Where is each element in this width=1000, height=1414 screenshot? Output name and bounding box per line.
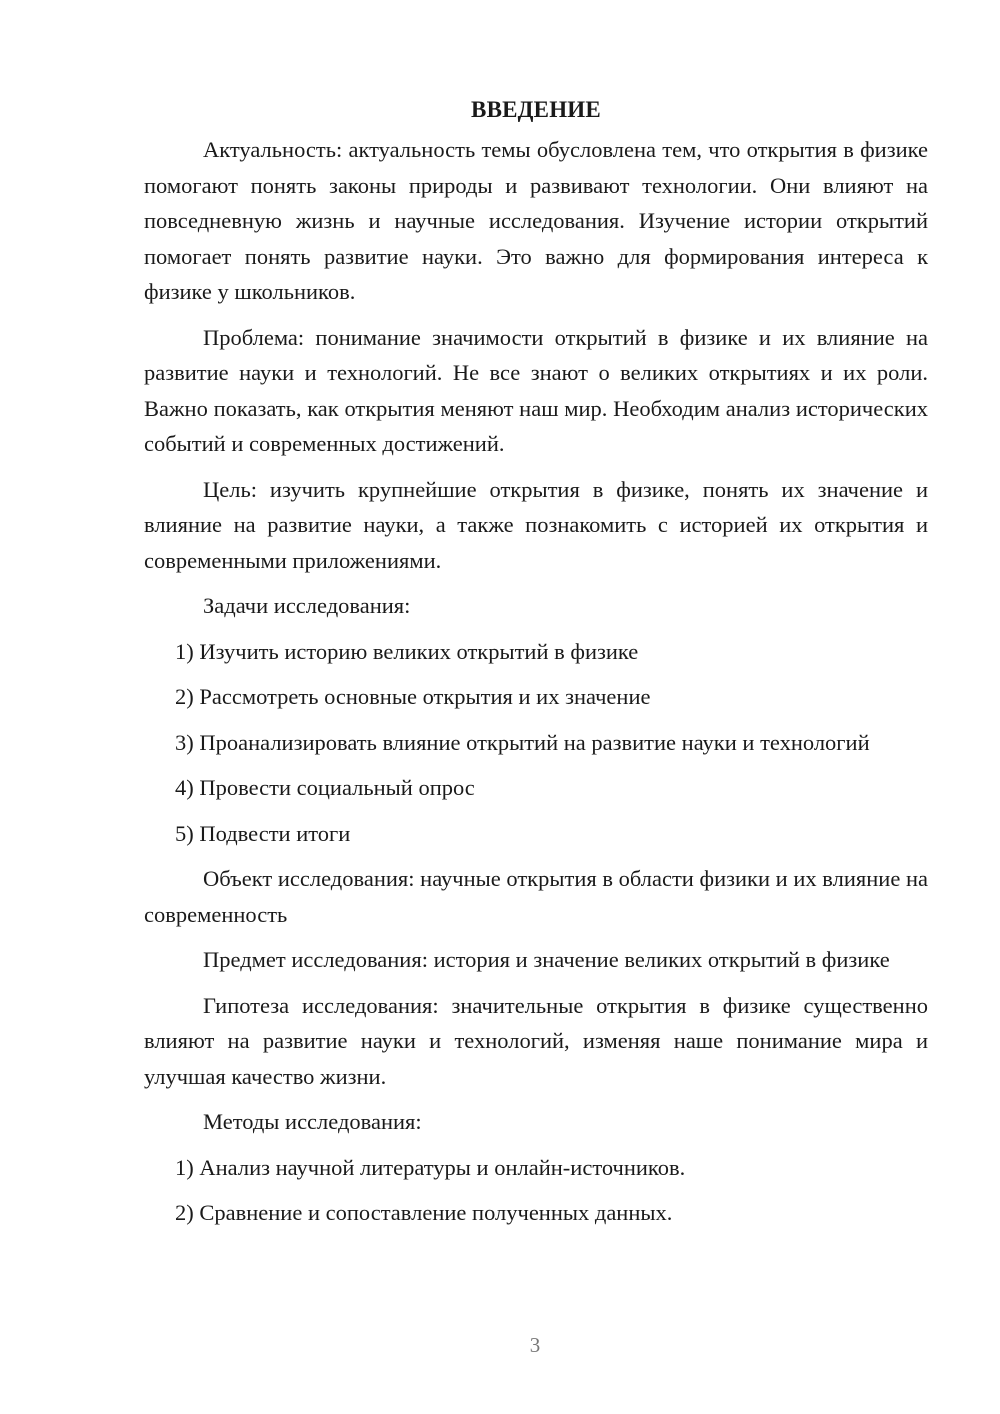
list-item: 1) Изучить историю великих открытий в физике (175, 638, 639, 664)
relevance-paragraph: Актуальность: актуальность темы обусловлена тем, что открытия в физике помогают понять законы природы и развивают технологии. Они влияют на повседневную жизнь и научные исследования. Изучение истории открытий помогает понять развитие науки. Это важно для формирования интереса к физике у школьников. (144, 137, 928, 304)
list-item: 1) Анализ научной литературы и онлайн-источников. (175, 1154, 686, 1180)
methods-list (144, 1150, 928, 1231)
list-item: 5) Подвести итоги (175, 820, 351, 846)
list-item: 3) Проанализировать влияние открытий на развитие науки и технологий (175, 729, 870, 755)
list-item: 2) Сравнение и сопоставление полученных данных. (175, 1200, 673, 1225)
tasks-list (144, 634, 928, 852)
methods-heading: Методы исследования: (203, 1109, 422, 1134)
document-page (144, 92, 928, 1231)
problem-paragraph: Проблема: понимание значимости открытий в физике и их влияние на развитие науки и технологий. Не все знают о великих открытиях и их роли. Важно показать, как открытия меняют наш мир. Необходим анализ исторических событий и современных достижений. (144, 324, 928, 456)
goal-paragraph: Цель: изучить крупнейшие открытия в физике, понять их значение и влияние на развитие науки, а также познакомить с историей их открытия и современными приложениями. (144, 476, 928, 573)
subject-paragraph: Предмет исследования: история и значение великих открытий в физике (203, 947, 890, 972)
tasks-heading: Задачи исследования: (203, 593, 411, 618)
list-item: 4) Провести социальный опрос (175, 775, 475, 800)
list-item: 2) Рассмотреть основные открытия и их значение (175, 684, 651, 709)
page-title: ВВЕДЕНИЕ (471, 97, 601, 122)
hypothesis-paragraph: Гипотеза исследования: значительные открытия в физике существенно влияют на развитие науки и технологий, изменяя наше понимание мира и улучшая качество жизни. (144, 992, 928, 1089)
object-paragraph: Объект исследования: научные открытия в области физики и их влияние на современность (144, 866, 928, 927)
page-number: 3 (529, 1333, 541, 1357)
